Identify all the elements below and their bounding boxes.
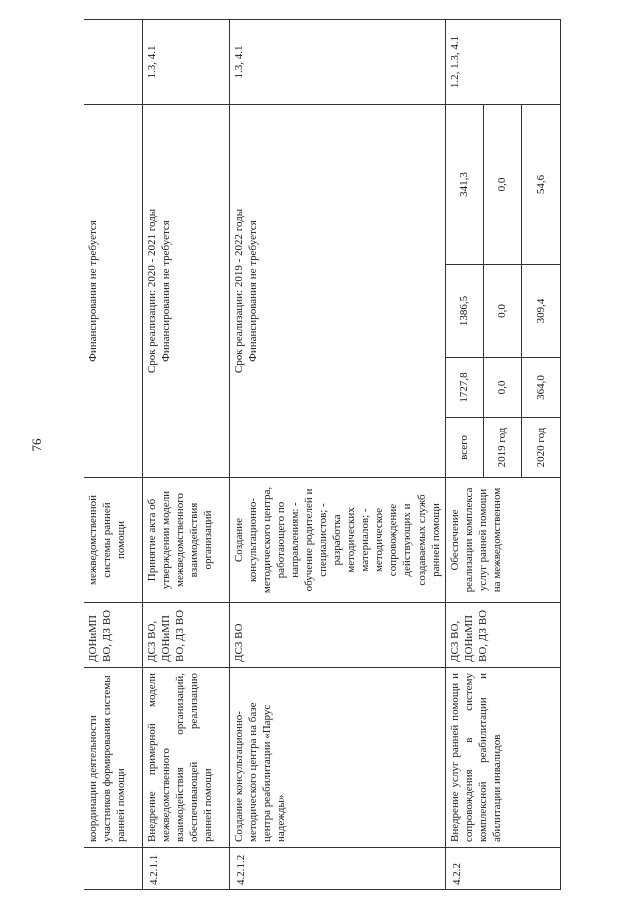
executor: ДСЗ ВО (229, 603, 445, 668)
row-number: 4.2.1.1 (142, 848, 229, 890)
financing-period-label: всего (445, 418, 483, 478)
expected-result: Принятие акта об утверждении модели межведомственного взаимодействия организаций (142, 478, 229, 603)
financing-source-2: 0,0 (483, 104, 521, 264)
table-row (142, 19, 229, 889)
financing (229, 104, 445, 477)
financing-source-1: 1386,5 (445, 265, 483, 358)
financing-period-label: 2020 год (521, 418, 560, 478)
financing: Финансирования не требуется (84, 104, 142, 477)
expected-result: Создание консультационно-методического центра, работающего по направлениям: - обучение родителей и специалистов; - разработка методических материалов; - методическое сопровождение действующих и создаваемых служб ранней помощи (229, 478, 445, 603)
financing-source-1: 0,0 (483, 265, 521, 358)
financing-note: Финансирования не требуется (246, 220, 259, 362)
executor: ДСЗ ВО, ДОНиМП ВО, ДЗ ВО (142, 603, 229, 668)
executor: ДОНиМП ВО, ДЗ ВО (84, 603, 142, 668)
program-measures-table (84, 19, 561, 890)
indicators: 1.3, 4.1 (142, 19, 229, 104)
financing-total: 0,0 (483, 358, 521, 418)
expected-result: межведомственной системы ранней помощи (84, 478, 142, 603)
implementation-period: Срок реализации: 2020 - 2021 годы (145, 208, 158, 374)
measure-name: координации деятельности участников формирования системы ранней помощи (84, 668, 142, 848)
financing-total: 364,0 (521, 358, 560, 418)
row-number: 4.2.2 (445, 848, 560, 890)
financing-source-2: 54,6 (521, 104, 560, 264)
indicators (84, 19, 142, 104)
expected-result: Обеспечение реализации комплекса услуг ранней помощи на межведомственном (445, 478, 560, 603)
measure-name: Внедрение услуг ранней помощи и сопровождения в систему комплексной реабилитации и абилитации инвалидов (445, 668, 560, 848)
indicators: 1.3, 4.1 (229, 19, 445, 104)
financing-source-1: 309,4 (521, 265, 560, 358)
rotated-table-wrapper (84, 20, 554, 890)
measure-name: Внедрение примерной модели межведомственного взаимодействия организаций, обеспечивающей реализацию ранней помощи (142, 668, 229, 848)
row-number (84, 848, 142, 890)
page-number: 76 (29, 438, 44, 452)
table-row (84, 19, 142, 889)
executor: ДСЗ ВО, ДОНиМП ВО, ДЗ ВО (445, 603, 560, 668)
financing-period-label: 2019 год (483, 418, 521, 478)
financing-source-2: 341,3 (445, 104, 483, 264)
indicators: 1.2, 1.3, 4.1 (445, 19, 560, 104)
table-row (229, 19, 445, 889)
measure-name: Создание консультационно-методического центра на базе центра реабилитации «Парус надежды» (229, 668, 445, 848)
financing (142, 104, 229, 477)
table-row (445, 19, 483, 889)
row-number: 4.2.1.2 (229, 848, 445, 890)
financing-total: 1727,8 (445, 358, 483, 418)
implementation-period: Срок реализации: 2019 - 2022 годы (232, 208, 245, 374)
financing-note: Финансирования не требуется (159, 220, 172, 362)
